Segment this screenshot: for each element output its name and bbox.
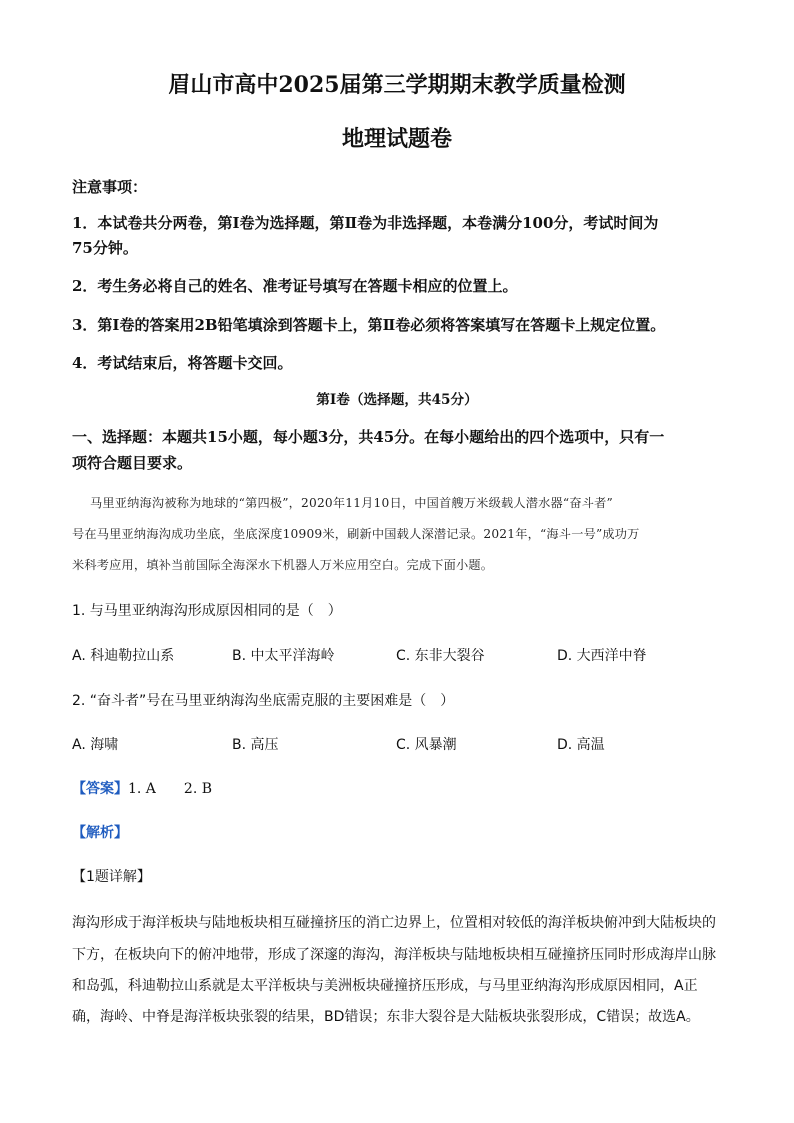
passage-line-3: 米科考应用，填补当前国际全海深水下机器人万米应用空白。完成下面小题。	[72, 558, 494, 572]
answer-line	[72, 778, 212, 798]
section-title: 第Ⅰ卷（选择题，共45分）	[316, 392, 478, 408]
analysis-line-3: 和岛弧，科迪勒拉山系就是太平洋板块与美洲板块碰撞挤压形成，与马里亚纳海沟形成原因相同，A正	[72, 978, 698, 994]
analysis-line-1: 海沟形成于海洋板块与陆地板块相互碰撞挤压的消亡边界上，位置相对较低的海洋板块俯冲到大陆板块的	[72, 915, 716, 931]
notice-item-2: 2．考生务必将自己的姓名、准考证号填写在答题卡相应的位置上。	[72, 277, 518, 295]
section-instructions-cont: 项符合题目要求。	[72, 454, 193, 472]
passage-line-2: 号在马里亚纳海沟成功坐底，坐底深度10909米，刷新中国载人深潜记录。2021年，“海斗一号”成功万	[72, 527, 640, 541]
answer-tag: 【答案】	[72, 781, 128, 797]
notice-item-1-cont: 75分钟。	[72, 239, 138, 257]
notice-item-1: 1．本试卷共分两卷，第Ⅰ卷为选择题，第Ⅱ卷为非选择题，本卷满分100分，考试时间为	[72, 214, 659, 232]
exam-title: 眉山市高中2025届第三学期期末教学质量检测	[168, 72, 626, 98]
question-1-option-b: B. 中太平洋海岭	[232, 648, 335, 664]
analysis-line-2: 下方，在板块向下的俯冲地带，形成了深邃的海沟，海洋板块与陆地板块相互碰撞挤压同时形成海岸山脉	[72, 947, 716, 963]
notice-item-3: 3．第Ⅰ卷的答案用2B铅笔填涂到答题卡上，第Ⅱ卷必须将答案填写在答题卡上规定位置。	[72, 316, 666, 334]
notice-heading: 注意事项：	[72, 178, 148, 196]
question-1-stem: 1. 与马里亚纳海沟形成原因相同的是（ ）	[72, 603, 342, 619]
question-2-option-b: B. 高压	[232, 737, 279, 753]
question-1-option-a: A. 科迪勒拉山系	[72, 648, 175, 664]
question-2-option-a: A. 海啸	[72, 737, 119, 753]
passage-line-1: 马里亚纳海沟被称为地球的“第四极”，2020年11月10日，中国首艘万米级载人潜水器“奋斗者”	[90, 496, 613, 510]
section-instructions: 一、选择题：本题共15小题，每小题3分，共45分。在每小题给出的四个选项中，只有一	[72, 428, 665, 446]
question-1-option-d: D. 大西洋中脊	[557, 648, 647, 664]
question-2-option-d: D. 高温	[557, 737, 605, 753]
answer-text: 1. A 2. B	[128, 781, 213, 797]
question-1-option-c: C. 东非大裂谷	[396, 648, 485, 664]
question-2-stem: 2. “奋斗者”号在马里亚纳海沟坐底需克服的主要困难是（ ）	[72, 693, 455, 709]
exam-subtitle: 地理试题卷	[341, 126, 452, 152]
analysis-tag: 【解析】	[72, 825, 128, 841]
question-2-option-c: C. 风暴潮	[396, 737, 457, 753]
analysis-line-4: 确，海岭、中脊是海洋板块张裂的结果，BD错误；东非大裂谷是大陆板块张裂形成，C错误；故选A。	[72, 1009, 700, 1025]
analysis-subtag: 【1题详解】	[72, 869, 151, 885]
notice-item-4: 4．考试结束后，将答题卡交回。	[72, 354, 293, 372]
